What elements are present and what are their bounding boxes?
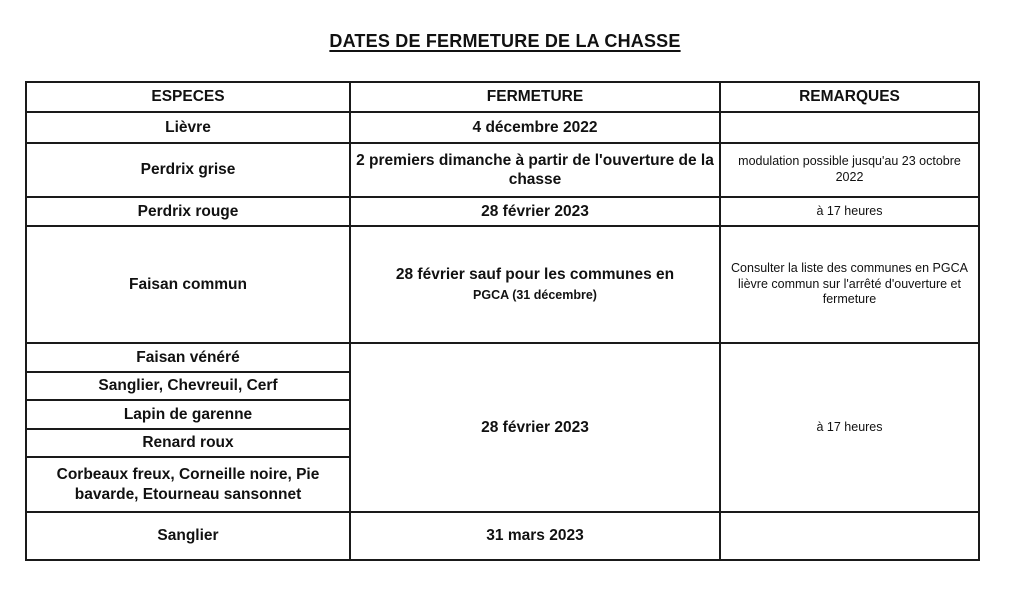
remark-cell — [720, 512, 979, 560]
remark-cell: Consulter la liste des communes en PGCA lièvre commun sur l'arrêté d'ouverture et fermeture — [720, 226, 979, 343]
header-closing: FERMETURE — [350, 82, 720, 112]
group-closing-cell: 28 février 2023 — [350, 343, 720, 512]
remark-cell: à 17 heures — [720, 197, 979, 226]
group-remark-cell: à 17 heures — [720, 343, 979, 512]
table-header-row — [26, 82, 979, 112]
closing-cell — [350, 226, 720, 343]
species-cell: Lièvre — [26, 112, 350, 143]
closing-main-text: 28 février sauf pour les communes en — [395, 266, 675, 284]
species-cell: Sanglier, Chevreuil, Cerf — [26, 372, 350, 400]
table-row — [26, 112, 979, 143]
species-cell: Faisan vénéré — [26, 343, 350, 372]
species-cell: Sanglier — [26, 512, 350, 560]
table-row — [26, 143, 979, 197]
page-title-text: DATES DE FERMETURE DE LA CHASSE — [329, 31, 681, 51]
remark-cell: modulation possible jusqu'au 23 octobre 2022 — [720, 143, 979, 197]
pgca-abbr: PGCA — [473, 287, 509, 302]
table-row — [26, 226, 979, 343]
closing-cell: 28 février 2023 — [350, 197, 720, 226]
header-species: ESPECES — [26, 82, 350, 112]
table-row — [26, 343, 979, 372]
species-cell: Corbeaux freux, Corneille noire, Pie bavarde, Etourneau sansonnet — [26, 457, 350, 512]
remark-cell — [720, 112, 979, 143]
closing-note: (31 décembre) — [512, 287, 597, 302]
closing-cell: 4 décembre 2022 — [350, 112, 720, 143]
species-cell: Perdrix grise — [26, 143, 350, 197]
closing-cell: 2 premiers dimanche à partir de l'ouverture de la chasse — [350, 143, 720, 197]
header-remarks: REMARQUES — [720, 82, 979, 112]
species-cell: Lapin de garenne — [26, 400, 350, 429]
closing-cell: 31 mars 2023 — [350, 512, 720, 560]
table-row — [26, 512, 979, 560]
species-cell: Perdrix rouge — [26, 197, 350, 226]
table-row — [26, 197, 979, 226]
species-cell: Renard roux — [26, 429, 350, 457]
species-cell: Faisan commun — [26, 226, 350, 343]
page-title — [0, 31, 1010, 52]
hunting-closure-table — [25, 81, 980, 561]
